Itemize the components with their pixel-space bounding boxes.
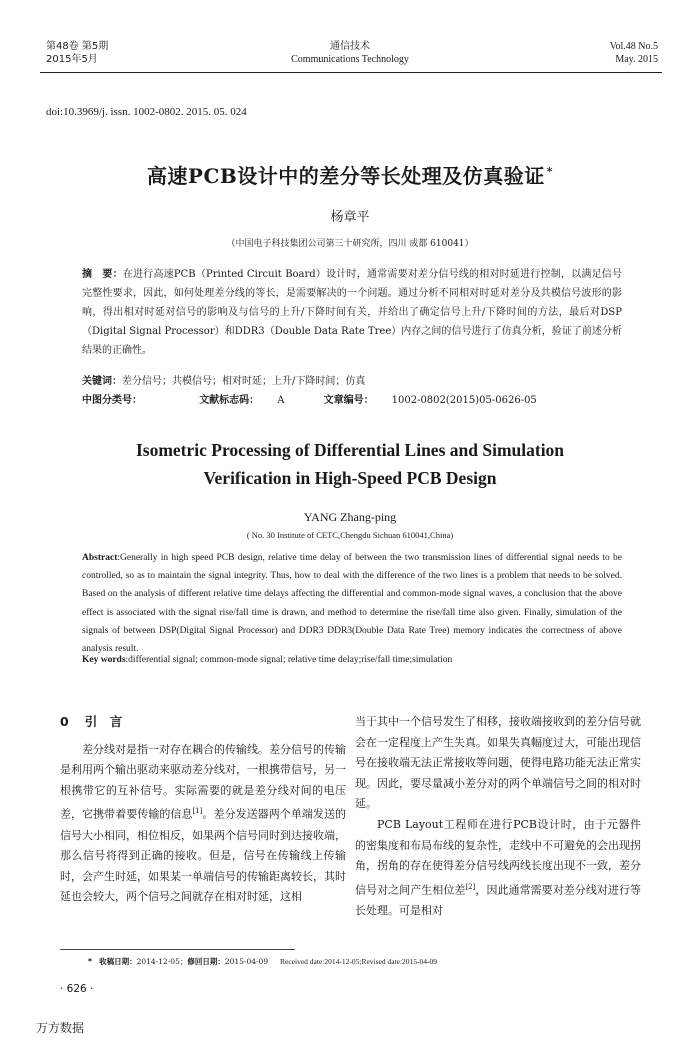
abstract-cn-label: 摘 要：	[82, 269, 123, 280]
author-cn: 杨章平	[330, 210, 370, 225]
abstract-en-label: Abstract	[82, 553, 118, 563]
keywords-cn	[82, 372, 622, 391]
body-column-right	[355, 712, 641, 922]
header-rule	[40, 72, 662, 73]
intro-paragraph-2	[355, 815, 641, 922]
page-number: · 626 ·	[60, 983, 94, 995]
author-en: YANG Zhang-ping	[303, 510, 397, 524]
article-number-value: 1002-0802(2015)05-0626-05	[391, 395, 537, 406]
publication-date: 2015年5月	[46, 54, 98, 65]
footnote-en-dates: Received date:2014-12-05;Revised date:2015-04-09	[280, 957, 438, 966]
paper-title-en-line2: Verification in High-Speed PCB Design	[203, 468, 497, 488]
paper-title-en	[0, 436, 700, 492]
abstract-cn-text: 在进行高速PCB（Printed Circuit Board）设计时，通常需要对差分信号线的相对时延进行控制，以满足信号完整性要求，因此，如何处理差分线的等长，是需要解决的一个问题。通过分析不同相对时延对差分及共模信号波形的影响，得出相对时延对信号的影响及与信号的上升/下降时间有关，并给出了确定信号上升/下降时间的方法，最后对DSP（Digital Signal Processor）和DDR3（Double Data Rate Tree）内存之间的信号进行了仿真分析，验证了前述分析结果的正确性。	[82, 269, 622, 356]
keywords-cn-text: 差分信号；共模信号；相对时延；上升/下降时间；仿真	[122, 376, 366, 387]
footnote-mark: *	[88, 957, 92, 966]
keywords-en-label: Key words	[82, 655, 126, 665]
paper-title-en-line1: Isometric Processing of Differential Lines and Simulation	[135, 440, 565, 460]
citation-1: [1]	[192, 807, 203, 816]
citation-2: [2]	[465, 882, 476, 891]
section-title: 引 言	[84, 714, 123, 729]
intro-paragraph-continued: 当于其中一个信号发生了相移，接收端接收到的差分信号就会在一定程度上产生失真。如果失真幅度过大，可能出现信号在接收端无法正常接收等问题，使得电路功能无法正常实现。因此，要尽量减小差分对的两个单端信号之间的相对时延。	[355, 715, 641, 811]
paper-title-cn	[0, 160, 700, 189]
journal-name-cn: 通信技术	[330, 41, 370, 52]
watermark: 万方数据	[36, 1021, 85, 1035]
publication-date-en: May. 2015	[615, 54, 658, 65]
title-footnote-mark: *	[546, 165, 554, 179]
affiliation-cn: （中国电子科技集团公司第三十研究所，四川 成都 610041）	[226, 239, 474, 249]
journal-name-en: Communications Technology	[291, 54, 409, 65]
revised-value: 2015-04-09	[224, 957, 269, 966]
footnote-rule	[60, 949, 295, 950]
intro-paragraph-1-part-a: 差分线对是指一对存在耦合的传输线。差分信号的传输是利用两个输出驱动来驱动差分线对，一根携带信号，另一根携带它的互补信号。实际需要的就是差分线对间的电压差，它携带着要传输的信息	[60, 742, 346, 822]
doc-code-label: 文献标志码：	[199, 395, 260, 406]
clc-label: 中图分类号：	[82, 395, 142, 406]
section-number: 0	[60, 714, 69, 729]
received-label: 收稿日期：	[99, 957, 137, 966]
body-column-left	[60, 712, 346, 908]
volume-issue-en: Vol.48 No.5	[609, 41, 658, 52]
keywords-cn-label: 关键词：	[82, 376, 122, 387]
paper-title-cn-text: 高速PCB设计中的差分等长处理及仿真验证	[146, 164, 545, 188]
intro-paragraph-1-part-b: 。差分发送器两个单端发送的信号大小相同，相位相反，如果两个信号同时到达接收端，那么信号将得到正确的接收。但是，信号在传输线上传输时，会产生时延，如果某一单端信号的传输距离较长，其时延也会较大，两个信号之间就存在相对时延，这相	[60, 808, 347, 904]
keywords-en	[82, 651, 622, 670]
article-number-label: 文章编号：	[323, 395, 374, 406]
doc-code-value: A	[277, 395, 285, 406]
doi: doi:10.3969/j. issn. 1002-0802. 2015. 05. 024	[46, 106, 247, 118]
revised-label: 修回日期：	[187, 957, 225, 966]
intro-paragraph-2-part-b: ，因此通常需要对差分线对进行等长处理。可是相对	[355, 883, 642, 917]
abstract-cn	[82, 265, 622, 360]
journal-volume-en	[540, 40, 658, 66]
keywords-en-text: :differential signal; common-mode signal; relative time delay;rise/fall time;simulation	[125, 655, 453, 665]
affiliation-en: ( No. 30 Institute of CETC,Chengdu Sichuan 610041,China)	[246, 530, 454, 540]
classification-row	[82, 391, 622, 410]
footnote	[88, 956, 437, 967]
intro-paragraph-2-part-a: PCB Layout工程师在进行PCB设计时，由于元器件的密集度和布局布线的复杂性，走线中不可避免的会出现拐角，拐角的存在使得差分信号线两线长度出现不一致，差分信号对之间产生相位差	[355, 817, 641, 897]
volume-issue: 第48卷 第5期	[46, 41, 109, 52]
abstract-en	[82, 549, 622, 658]
abstract-en-text: :Generally in high speed PCB design, relative time delay of between the two transmission lines of differential signal needs to be controlled, so as to maintain the signal integrity. Thus, how to deal with the difference of the two lines is a problem that needs to be solved. Based on the analysis of different relative time delays affecting the differential and common-mode signal waves, a conclusion that the above effect is associated with the signal rise/fall time is drawn, and method to determine the rise/fall time also given. Finally, simulation of the signals of between DSP(Digital Signal Processor) and DDR3 DDR3(Double Data Rate Tree) memory indicates the correctness of above analysis result.	[82, 553, 622, 655]
section-heading	[60, 712, 346, 733]
received-value: 2014-12-05；	[136, 957, 188, 966]
intro-paragraph-1	[60, 740, 346, 908]
